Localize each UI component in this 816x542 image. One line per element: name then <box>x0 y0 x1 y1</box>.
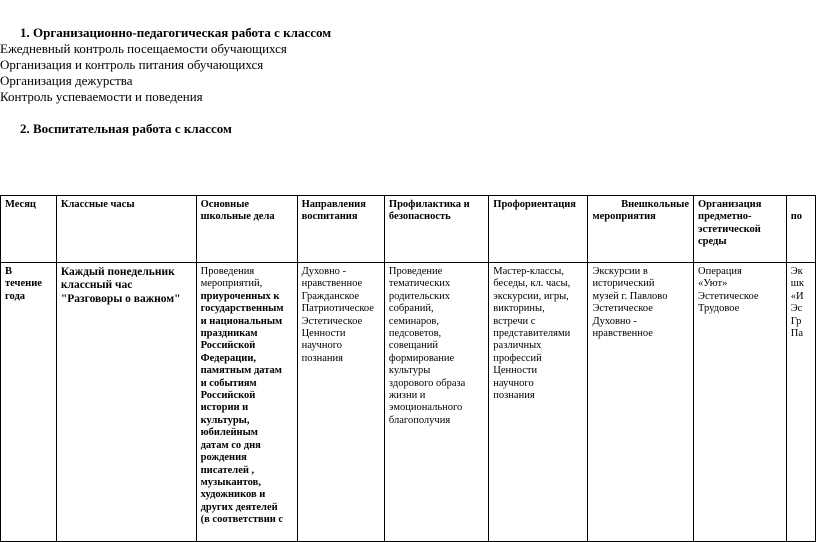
cell-month: В течение года <box>1 263 57 542</box>
header-school-events: Основные школьные дела <box>196 196 297 263</box>
header-directions: Направления воспитания <box>297 196 384 263</box>
table-row <box>1 263 816 542</box>
cell-environment: Операция «Уют» Эстетическое Трудовое <box>694 263 787 542</box>
section-1-item-nutrition: Организация и контроль питания обучающихся <box>0 57 264 72</box>
header-class-hours: Классные часы <box>56 196 196 263</box>
header-environment: Организация предметно- эстетической среды <box>694 196 787 263</box>
cell-school-events: Проведения мероприятий, приуроченных к государственным и национальным праздникам Российской Федерации, памятным датам и событиям Российской истории и культуры, юбилейным датам со дня рождения писателей , музыкантов, художников и других деятелей (в соответствии с <box>196 263 297 542</box>
cell-career: Мастер-классы, беседы, кл. часы, экскурсии, игры, викторины, встречи с представителями различных профессий Ценности научного познания <box>489 263 588 542</box>
header-month: Месяц <box>1 196 57 263</box>
section-1-item-attendance: Ежедневный контроль посещаемости обучающихся <box>0 41 287 56</box>
cell-directions: Духовно - нравственное Гражданское Патриотическое Эстетическое Ценности научного познания <box>297 263 384 542</box>
header-prevention: Профилактика и безопасность <box>384 196 488 263</box>
table-header-row <box>1 196 816 263</box>
section-1-item-duty: Организация дежурства <box>0 73 133 88</box>
cell-class-hours: Каждый понедельник классный час "Разговоры о важном" <box>56 263 196 542</box>
header-cut-column: по <box>786 196 815 263</box>
cell-cut-column: Эк шк «И Эс Гр Па <box>786 263 815 542</box>
section-1-title: 1. Организационно-педагогическая работа с классом <box>20 25 332 40</box>
section-2-title: 2. Воспитательная работа с классом <box>20 121 232 136</box>
cell-prevention: Проведение тематических родительских собраний, семинаров, педсоветов, совещаний формирование культуры здорового образа жизни и эмоционального благополучия <box>384 263 488 542</box>
plan-table <box>0 195 816 542</box>
cell-external: Экскурсии в исторический музей г. Павлово Эстетическое Духовно - нравственное <box>588 263 694 542</box>
section-1-item-performance: Контроль успеваемости и поведения <box>0 89 203 104</box>
header-career: Профориентация <box>489 196 588 263</box>
header-external: Внешкольные мероприятия <box>588 196 694 263</box>
